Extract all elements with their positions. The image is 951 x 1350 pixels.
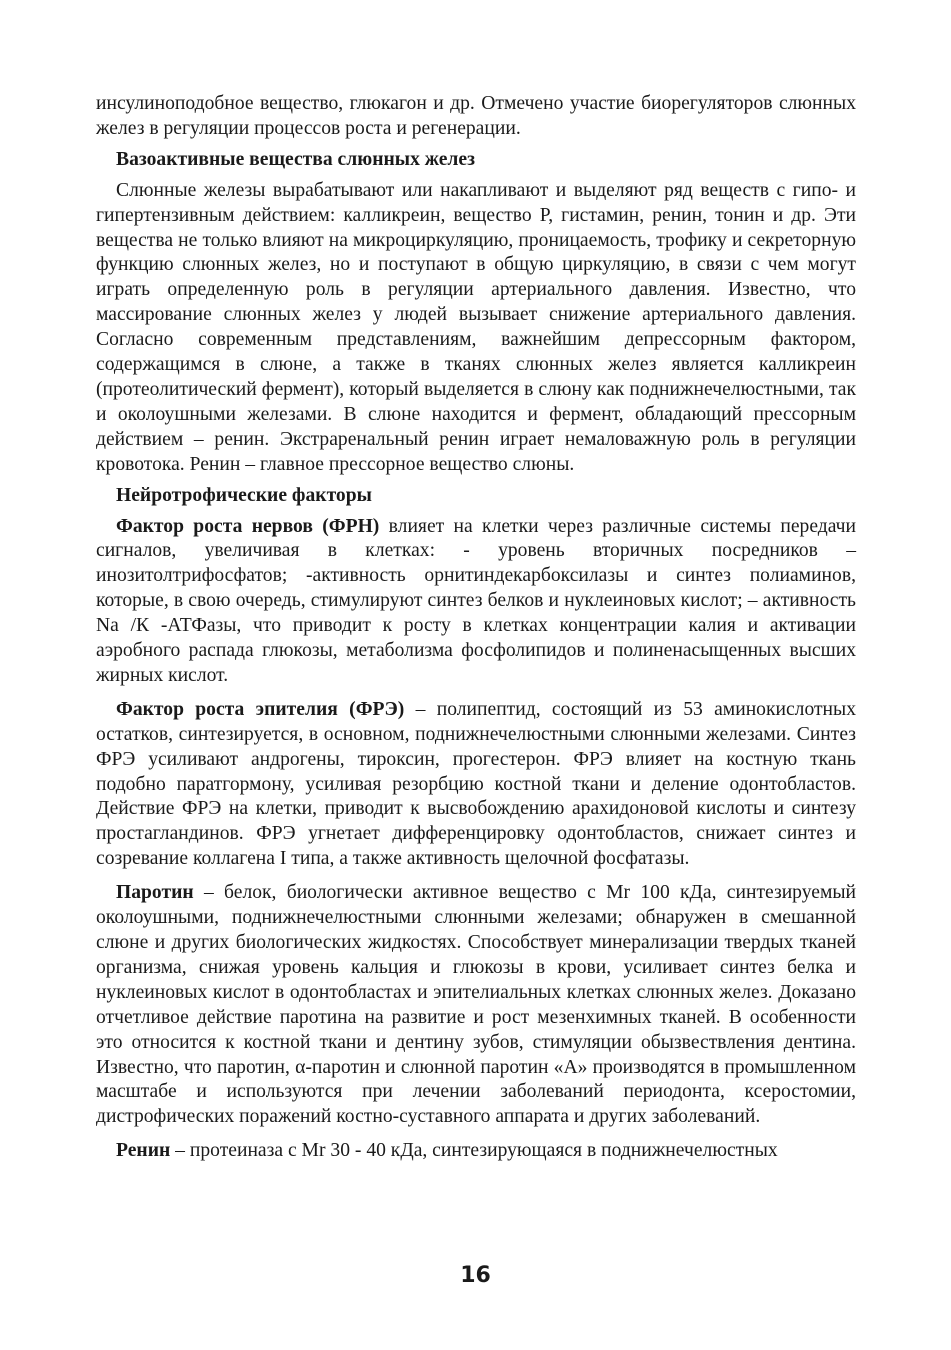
term-ngf: Фактор роста нервов (ФРН) [116,515,380,537]
term-parotin: Паротин [116,882,194,904]
text-parotin: – белок, биологически активное вещество с Mr 100 кДа, синтезируемый околоушными, поднижнечелюстными слюнными железами; обнаружен в смешанной слюне и других биологических жидкостях. Способствует минерализации твердых тканей организма, снижая уровень кальция и глюкозы в крови, усиливает синтез белка и нуклеиновых кислот в одонтобластах и эпителиальных клетках слюнных желез. Доказано отчетливое действие паротина на развитие и рост мезенхимных тканей. В особенности это относится к костной ткани и дентину зубов, стимуляции обызвествления дентина. Известно, что паротин, α-паротин и слюнной паротин «А» производятся в промышленном масштабе и используются при лечении заболеваний периодонта, ксеростомии, дистрофических поражений костно-суставного аппарата и других заболеваний. [96,882,856,1128]
text-renin: – протеиназа с Mr 30 - 40 кДа, синтезирующаяся в поднижнечелюстных [170,1140,778,1162]
paragraph-vasoactive: Слюнные железы вырабатывают или накапливают и выделяют ряд веществ с гипо- и гипертензивным действием: калликреин, вещество Р, гистамин, ренин, тонин и др. Эти вещества не только влияют на микроциркуляцию, проницаемость, трофику и секреторную функцию слюнных желез, но и поступают в общую циркуляцию, в связи с чем могут играть определенную роль в регуляции артериального давления. Известно, что массирование слюнных желез у людей вызывает снижение артериального давления. Согласно современным представлениям, важнейшим депрессорным фактором, содержащимся в слюне, а также в тканях слюнных желез является калликреин (протеолитический фермент), который выделяется в слюну как поднижнечелюстными, так и околоушными железами. В слюне находится и фермент, обладающий прессорным действием – ренин. Экстраренальный ренин играет немаловажную роль в регуляции кровотока. Ренин – главное прессорное вещество слюны. [96,179,856,475]
term-renin: Ренин [116,1140,171,1162]
heading-neurotrophic-factors: Нейротрофические факторы [116,484,372,506]
paragraph-intro: инсулиноподобное вещество, глюкагон и др. Отмечено участие биорегуляторов слюнных желез в регуляции процессов роста и регенерации. [96,93,856,139]
page-number: 16 [460,1263,491,1288]
term-egf: Фактор роста эпителия (ФРЭ) [116,698,405,720]
text-ngf: влияет на клетки через различные системы передачи сигналов, увеличивая в клетках: - уровень вторичных посредников – инозитолтрифосфатов; -активность орнитиндекарбоксилазы и синтез полиаминов, которые, в свою очередь, стимулируют синтез белков и нуклеиновых кислот; – активность Na /К -АТФазы, что приводит к росту в клетках концентрации калия и активации аэробного распада глюкозы, метаболизма фосфолипидов и полиненасыщенных высших жирных кислот. [96,515,857,686]
text-egf: – полипептид, состоящий из 53 аминокислотных остатков, синтезируется, в основном, поднижнечелюстными слюнными железами. Синтез ФРЭ усиливают андрогены, тироксин, прогестерон. ФРЭ влияет на костную ткань подобно паратгормону, усиливая резорбцию костной ткани и деление одонтобластов. Действие ФРЭ на клетки, приводит к высвобождению арахидоновой кислоты и синтезу простагландинов. ФРЭ угнетает дифференцировку одонтобластов, снижает синтез и созревание коллагена I типа, а также активность щелочной фосфатазы. [96,698,857,870]
paragraph-ngf [96,515,856,689]
paragraph-parotin [96,881,856,1130]
heading-vasoactive-substances: Вазоактивные вещества слюнных желез [116,148,475,170]
paragraph-egf [96,698,856,872]
page-body [96,92,856,1164]
paragraph-renin [96,1139,856,1164]
